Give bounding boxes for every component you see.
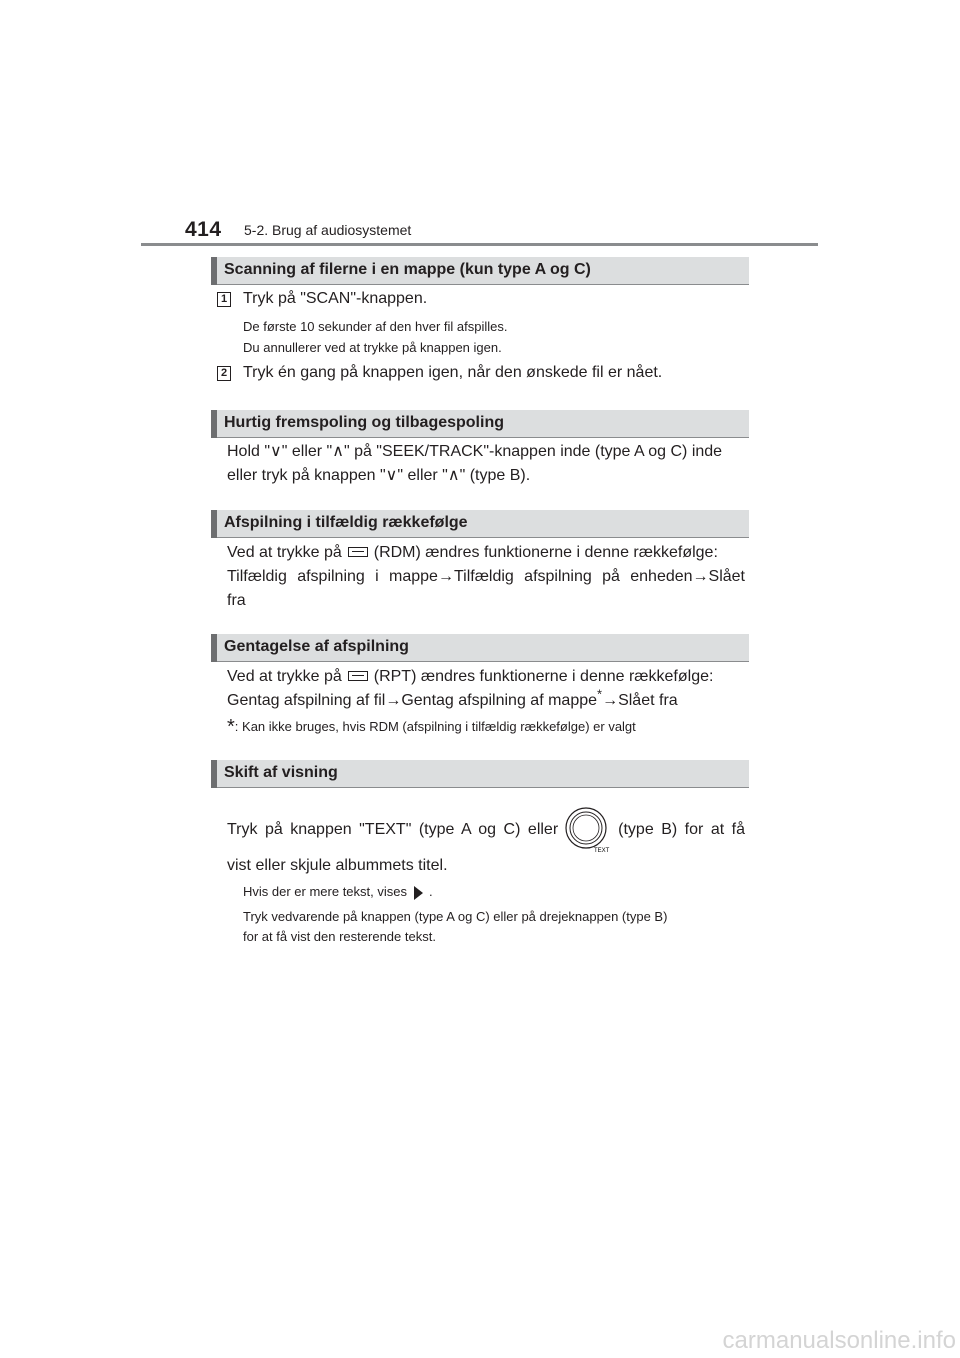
section-heading-text: Scanning af filerne i en mappe (kun type A og C): [224, 261, 591, 278]
scan-note-1: De første 10 sekunder af den hver fil afspilles.: [243, 319, 508, 334]
repeat-line-1-pre: Ved at trykke på: [227, 668, 342, 685]
repeat-line-1: [227, 665, 745, 689]
rdm-button-icon: [348, 547, 368, 557]
display-note-3: for at få vist den resterende tekst.: [243, 929, 436, 944]
text-knob-icon: [562, 806, 614, 854]
knob-label: TEXT: [594, 848, 610, 854]
page-number: 414: [185, 218, 222, 241]
scan-note-2: Du annullerer ved at trykke på knappen igen.: [243, 340, 502, 355]
section-heading-repeat: [211, 634, 749, 662]
display-paragraph: [227, 806, 745, 878]
section-heading-text: Afspilning i tilfældig rækkefølge: [224, 514, 468, 531]
section-heading-random: [211, 510, 749, 538]
footnote-marker: *: [597, 686, 603, 702]
repeat-line-1-post: (RPT) ændres funktionerne i denne rækkefølge:: [373, 668, 714, 685]
step-2-text: Tryk én gang på knappen igen, når den ønskede fil er nået.: [243, 364, 663, 381]
step-number-1: 1: [217, 292, 231, 307]
section-heading-display: [211, 760, 749, 788]
display-note-1-post: .: [429, 884, 433, 899]
random-line-1: [227, 541, 745, 565]
section-heading-seek: [211, 410, 749, 438]
random-line-1-post: (RDM) ændres funktionerne i denne rækkefølge:: [373, 544, 718, 561]
seek-paragraph: [227, 440, 745, 488]
random-line-2: Tilfældig afspilning i mappe→Tilfældig afspilning på enheden→Slået: [227, 568, 745, 585]
step-1-text: Tryk på "SCAN"-knappen.: [243, 290, 428, 307]
section-heading-scanning: [211, 257, 749, 285]
rpt-button-icon: [348, 671, 368, 681]
repeat-footnote: [227, 716, 636, 738]
seek-line-2: eller tryk på knappen "∨" eller "∧" (type B).: [227, 467, 531, 484]
footnote-star: *: [227, 716, 235, 738]
display-note-1-pre: Hvis der er mere tekst, vises: [243, 884, 407, 899]
display-note-2: Tryk vedvarende på knappen (type A og C) eller på drejeknappen (type B): [243, 909, 668, 924]
header-rule: [141, 243, 818, 246]
step-number-2: 2: [217, 366, 231, 381]
display-line-2: vist eller skjule albummets titel.: [227, 857, 448, 874]
repeat-line-2-b: →Slået fra: [602, 692, 678, 709]
watermark: [660, 1308, 960, 1358]
footnote-text: : Kan ikke bruges, hvis RDM (afspilning i tilfældig rækkefølge) er valgt: [234, 719, 636, 734]
display-line-1-post: (type B) for at få: [618, 821, 745, 839]
repeat-line-2: [227, 686, 745, 713]
section-heading-text: Gentagelse af afspilning: [224, 638, 409, 655]
repeat-line-2-a: Gentag afspilning af fil→Gentag afspilning af mappe: [227, 692, 598, 709]
repeat-paragraph: [227, 665, 745, 713]
watermark-text: carmanualsonline.info: [722, 1327, 956, 1354]
seek-line-1: Hold "∨" eller "∧" på "SEEK/TRACK"-knappen inde (type A og C) inde: [227, 443, 723, 460]
random-line-3: fra: [227, 592, 246, 609]
display-line-1: [227, 806, 745, 854]
display-line-1-pre: Tryk på knappen "TEXT" (type A og C) eller: [227, 821, 559, 839]
section-heading-text: Hurtig fremspoling og tilbagespoling: [224, 414, 504, 431]
random-paragraph: [227, 541, 745, 613]
random-line-1-pre: Ved at trykke på: [227, 544, 342, 561]
section-reference: 5-2. Brug af audiosystemet: [244, 222, 412, 238]
display-note-1: [243, 881, 433, 902]
more-text-arrow-icon: [411, 884, 425, 902]
section-heading-text: Skift af visning: [224, 764, 338, 781]
page-header: [185, 218, 825, 246]
